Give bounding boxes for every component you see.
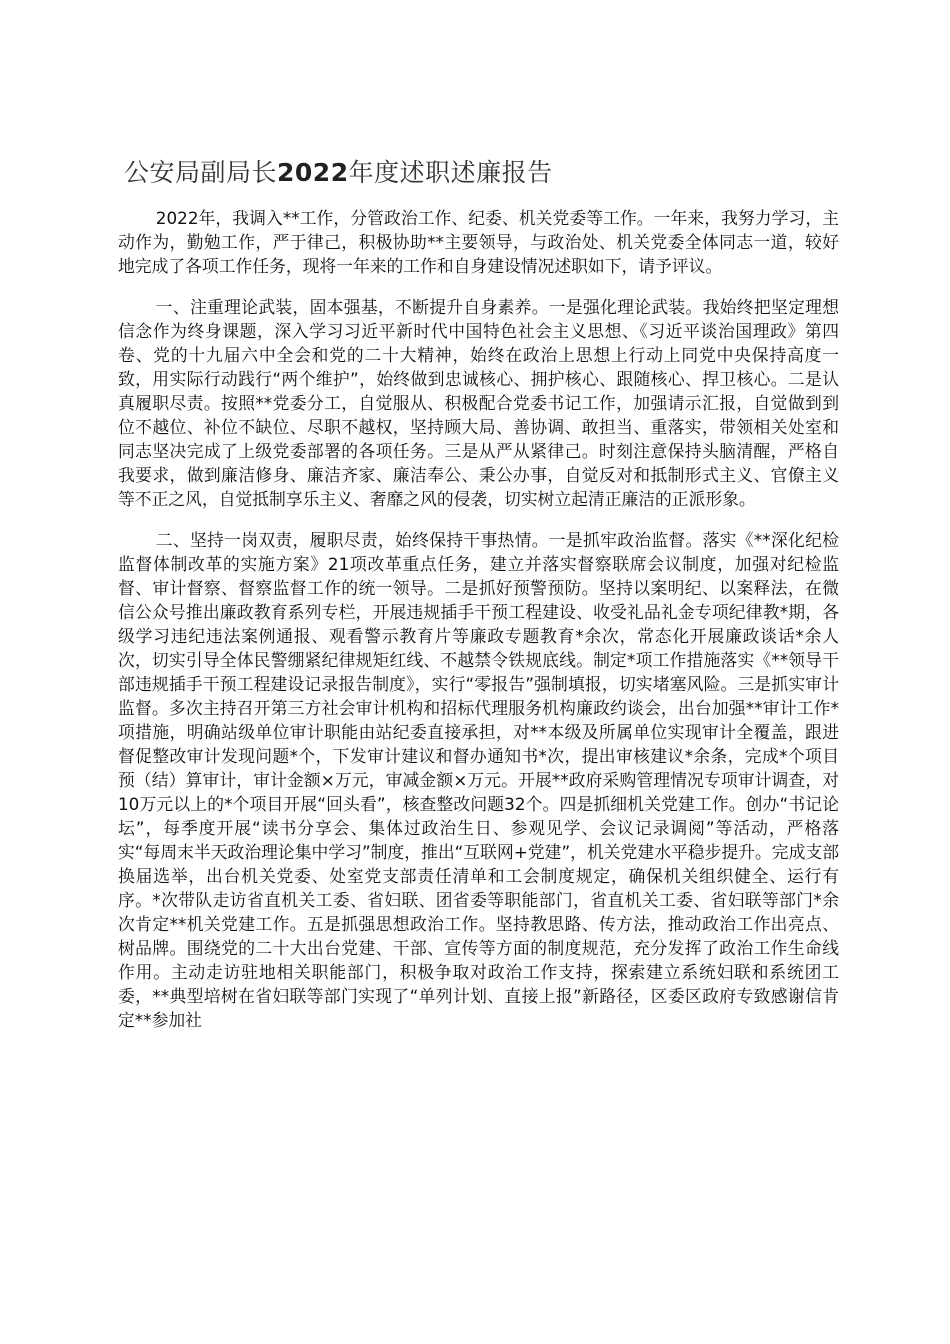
paragraph-intro: 2022年，我调入**工作，分管政治工作、纪委、机关党委等工作。一年来，我努力学习，主动作为，勤勉工作，严于律己，积极协助**主要领导，与政治处、机关党委全体同志一道，较好地完成了各项工作任务，现将一年来的工作和自身建设情况述职如下，请予评议。 <box>118 208 839 276</box>
title-suffix: 年度述职述廉报告 <box>348 158 553 187</box>
document-title <box>124 153 844 193</box>
title-year: 2022 <box>277 158 349 187</box>
paragraph-duty-performance: 二、坚持一岗双责，履职尽责，始终保持干事热情。一是抓牢政治监督。落实《**深化纪检监督体制改革的实施方案》21项改革重点任务，建立并落实督察联席会议制度，加强对纪检监督、审计督察、督察监督工作的统一领导。二是抓好预警预防。坚持以案明纪、以案释法，在微信公众号推出廉政教育系列专栏，开展违规插手干预工程建设、收受礼品礼金专项纪律教*期，各级学习违纪违法案例通报、观看警示教育片等廉政专题教育*余次，常态化开展廉政谈话*余人次，切实引导全体民警绷紧纪律规矩红线、不越禁令铁规底线。制定*项工作措施落实《**领导干部违规插手干预工程建设记录报告制度》，实行“零报告”强制填报，切实堵塞风险。三是抓实审计监督。多次主持召开第三方社会审计机构和招标代理服务机构廉政约谈会，出台加强**审计工作*项措施，明确站级单位审计职能由站纪委直接承担，对**本级及所属单位实现审计全覆盖，跟进督促整改审计发现问题*个，下发审计建议和督办通知书*次，提出审核建议*余条，完成*个项目预（结）算审计，审计金额×万元，审减金额×万元。开展**政府采购管理情况专项审计调查，对10万元以上的*个项目开展“回头看”，核查整改问题32个。四是抓细机关党建工作。创办“书记论坛”，每季度开展“读书分享会、集体过政治生日、参观见学、会议记录调阅”等活动，严格落实“每周末半天政治理论集中学习”制度，推出“互联网+党建”，机关党建水平稳步提升。完成支部换届选举，出台机关党委、处室党支部责任清单和工会制度规定，确保机关组织健全、运行有序。*次带队走访省直机关工委、省妇联、团省委等职能部门，省直机关工委、省妇联等部门*余次肯定**机关党建工作。五是抓强思想政治工作。坚持教思路、传方法，推动政治工作出亮点、树品牌。围绕党的二十大出台党建、干部、宣传等方面的制度规范，充分发挥了政治工作生命线作用。主动走访驻地相关职能部门，积极争取对政治工作支持，探索建立系统妇联和系统团工委，**典型培树在省妇联等部门实现了“单列计划、直接上报”新路径，区委区政府专致感谢信肯定**参加社 <box>118 530 839 1030</box>
document-body <box>118 206 839 1049</box>
paragraph-theory-study: 一、注重理论武装，固本强基，不断提升自身素养。一是强化理论武装。我始终把坚定理想信念作为终身课题，深入学习习近平新时代中国特色社会主义思想、《习近平谈治国理政》第四卷、党的十九届六中全会和党的二十大精神，始终在政治上思想上行动上同党中央保持高度一致，用实际行动践行“两个维护”，始终做到忠诚核心、拥护核心、跟随核心、捍卫核心。二是认真履职尽责。按照**党委分工，自觉服从、积极配合党委书记工作，加强请示汇报，自觉做到到位不越位、补位不缺位、尽职不越权，坚持顾大局、善协调、敢担当、重落实，带领相关处室和同志坚决完成了上级党委部署的各项任务。三是从严从紧律己。时刻注意保持头脑清醒，严格自我要求，做到廉洁修身、廉洁齐家、廉洁奉公、秉公办事，自觉反对和抵制形式主义、官僚主义等不正之风，自觉抵制享乐主义、奢靡之风的侵袭，切实树立起清正廉洁的正派形象。 <box>118 297 839 509</box>
title-prefix: 公安局副局长 <box>124 158 278 187</box>
